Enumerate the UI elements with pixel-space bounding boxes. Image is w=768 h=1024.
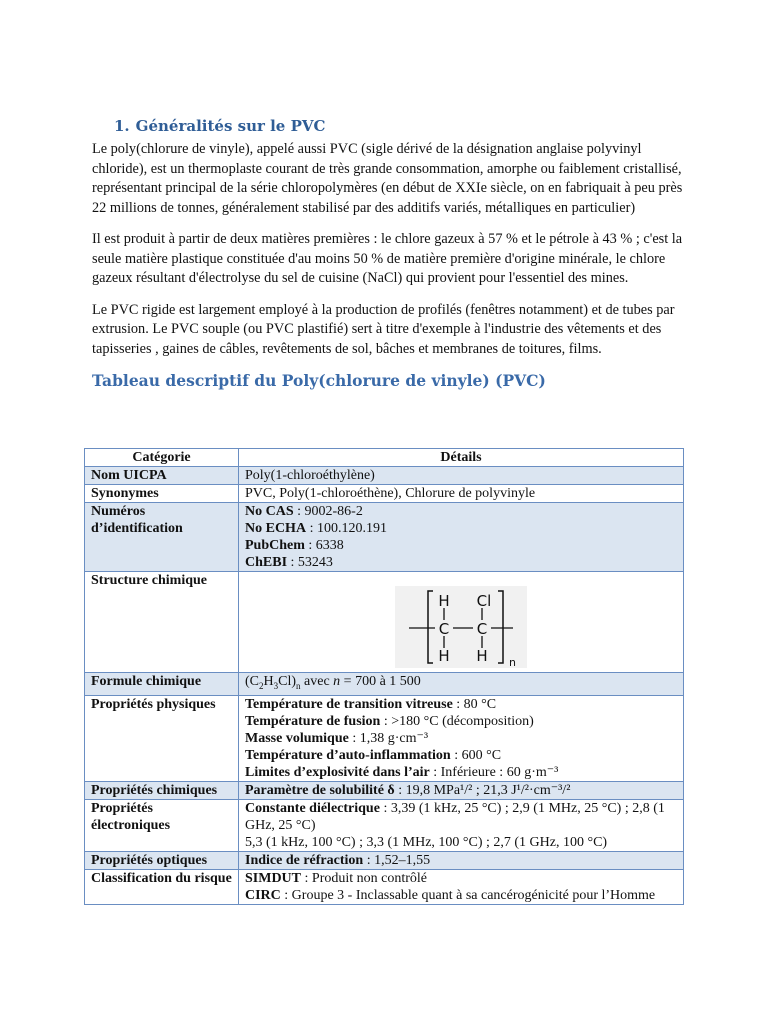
table-row <box>85 485 684 503</box>
row-label: Nom UICPA <box>85 467 239 485</box>
atom-c-right: C <box>476 620 488 638</box>
echa-line: No ECHA : 100.120.191 <box>245 521 387 536</box>
document-body <box>92 116 684 394</box>
repeat-subscript: n <box>509 656 516 668</box>
table-row <box>85 851 684 869</box>
structure-cell <box>239 572 684 673</box>
pvc-properties-table <box>84 448 684 905</box>
table-row <box>85 467 684 485</box>
row-value <box>239 503 684 572</box>
row-label: Numéros d’identification <box>85 503 239 572</box>
row-label: Propriétés optiques <box>85 851 239 869</box>
row-value: Constante diélectrique : 3,39 (1 kHz, 25 °C) ; 2,9 (1 MHz, 25 °C) ; 2,8 (1 GHz, 25 °C) 5,3 (1 kHz, 100 °C) ; 3,3 (1 MHz, 100 °C) ; 2,7 (1 GHz, 100 °C) <box>239 799 684 851</box>
cas-line: No CAS : 9002-86-2 <box>245 504 363 519</box>
table-header-row <box>85 449 684 467</box>
paragraph-intro: Le poly(chlorure de vinyle), appelé aussi PVC (sigle dérivé de la désignation anglaise polyvinyl chloride), est un thermoplaste courant de très grande consommation, amorphe ou faiblement cristallisé, représentant principal de la série chloropolymères (en début de XXIe siècle, on en fabriquait à peu près 22 millions de tonnes, généralement stabilisé par des additifs variés, métalliques en particulier) <box>92 141 683 216</box>
paragraph-uses: Le PVC rigide est largement employé à la production de profilés (fenêtres notamment) et de tubes par extrusion. Le PVC souple (ou PVC plastifié) sert à titre d'exemple à l'industrie des vêtements et des tapisseries , gaines de câbles, revêtements de sol, bâches et membranes de toitures, films. <box>92 301 675 357</box>
bracket-left <box>428 591 433 663</box>
table-row <box>85 799 684 851</box>
row-value: PVC, Poly(1-chloroéthène), Chlorure de polyvinyle <box>239 485 684 503</box>
atom-h-bottom-left: H <box>438 647 450 665</box>
bracket-right <box>498 591 503 663</box>
table-row <box>85 572 684 673</box>
table-row <box>85 781 684 799</box>
atom-c-left: C <box>438 620 450 638</box>
atom-h-bottom-right: H <box>476 647 488 665</box>
table-row <box>85 695 684 781</box>
row-value: Température de transition vitreuse : 80 °C Température de fusion : >180 °C (décomposition) Masse volumique : 1,38 g·cm⁻³ Température d’auto-inflammation : 600 °C Limites d’explosivité dans l’air : Inférieure : 60 g·m⁻³ <box>239 695 684 781</box>
chebi-line: ChEBI : 53243 <box>245 555 333 570</box>
row-label: Synonymes <box>85 485 239 503</box>
row-label: Structure chimique <box>85 572 239 673</box>
atom-h-top: H <box>438 592 450 610</box>
table-row <box>85 503 684 572</box>
row-label: Propriétés chimiques <box>85 781 239 799</box>
table-row <box>85 673 684 696</box>
row-value: Indice de réfraction : 1,52–1,55 <box>239 851 684 869</box>
table-row <box>85 869 684 904</box>
pvc-structure-diagram <box>395 586 527 668</box>
paragraph-production: Il est produit à partir de deux matières premières : le chlore gazeux à 57 % et le pétrole à 43 % ; c'est la seule matière plastique constituée d'au moins 50 % de matière première d'origine minérale, le chlore gazeux résultant d'électrolyse du sel de cuisine (NaCl) qui provient pour l'essentiel des mines. <box>92 231 683 286</box>
row-value: Paramètre de solubilité δ : 19,8 MPa¹/² ; 21,3 J¹/²·cm⁻³/² <box>239 781 684 799</box>
header-category: Catégorie <box>85 449 239 467</box>
formula-value: $(C_2H_3Cl)_n$ avec n = 700 à 1 500 <box>239 673 684 696</box>
row-label: Propriétés électroniques <box>85 799 239 851</box>
table-title: Tableau descriptif du Poly(chlorure de vinyle) (PVC) <box>92 371 546 390</box>
atom-cl-top: Cl <box>476 592 492 610</box>
row-label: Formule chimique <box>85 673 239 696</box>
row-label: Propriétés physiques <box>85 695 239 781</box>
row-value: SIMDUT : Produit non contrôlé CIRC : Groupe 3 - Inclassable quant à sa cancérogénicité pour l’Homme <box>239 869 684 904</box>
section-heading <box>114 116 684 136</box>
row-value: Poly(1-chloroéthylène) <box>239 467 684 485</box>
row-label: Classification du risque <box>85 869 239 904</box>
section-number: 1. <box>114 117 130 135</box>
section-title: Généralités sur le PVC <box>135 117 326 135</box>
pubchem-line: PubChem : 6338 <box>245 538 344 553</box>
header-details: Détails <box>239 449 684 467</box>
